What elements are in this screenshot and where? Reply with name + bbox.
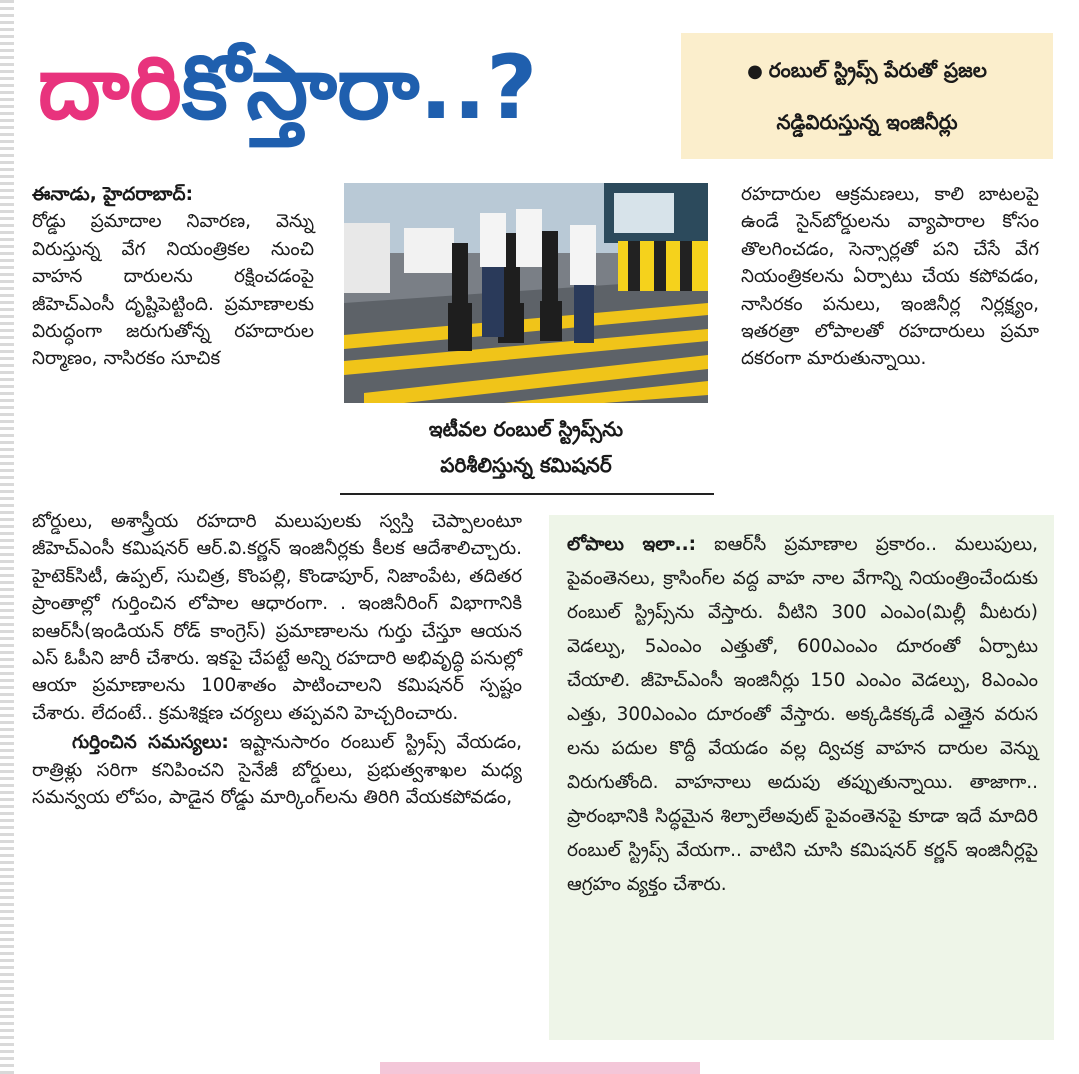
right-column-text: రహదారుల ఆక్రమణలు, కాలి బాటలపై ఉండే సైన్‌బోర్డులను వ్యాపారాల కోసం తొలగించడం, సెన్సార్లతో పని చేసే వేగ నియంత్రికలను ఏర్పాటు చేయ కపోవడం, నాసిరకం పనులు, ఇంజినీర్ల నిర్లక్ష్యం, ఇతరత్రా లోపాలతో రహదారులు ప్రమా దకరంగా మారుతున్నాయి. — [741, 184, 1039, 370]
wide-column-text: బోర్డులు, అశాస్త్రీయ రహదారి మలుపులకు స్వస్తి చెప్పాలంటూ జీహెచ్ఎంసీ కమిషనర్ ఆర్.వి.కర్ణన్ ఇంజినీర్లకు కీలక ఆదేశాలిచ్చారు. హైటెక్‌సిటీ, ఉప్పల్, సుచిత్ర, కొంపల్లి, కొండాపూర్, నిజాంపేట, తదితర ప్రాంతాల్లో గుర్తించిన లోపాల ఆధారంగా. . ఇంజినీరింగ్ విభాగానికి ఐఆర్‌సీ(ఇండియన్ రోడ్ కాంగ్రెస్) ప్రమాణాలను గుర్తు చేస్తూ ఆయన ఎస్ ఓపీని జారీ చేశారు. ఇకపై చేపట్టే అన్ని రహదారి అభివృద్ధి పనుల్లో ఆయా ప్రమాణాలను 100శాతం పాటించాలని కమిషనర్ స్పష్టం చేశారు. లేదంటే.. క్రమశిక్షణ చర్యలు తప్పవని హెచ్చరించారు. — [32, 511, 522, 724]
issues-text: ఇష్టానుసారం రంబుల్ స్ట్రిప్స్ వేయడం, రాత్రిళ్లు సరిగా కనిపించని సైనేజీ బోర్డులు, ప్రభుత్వశాఖల మధ్య సమన్వయ లోపం, పాడైన రోడ్డు మార్కింగ్‌లను తిరిగి వేయకపోవడం, — [32, 732, 522, 809]
article-left-column — [32, 181, 314, 373]
headline — [38, 18, 678, 158]
left-column-text: రోడ్డు ప్రమాదాల నివారణ, వెన్ను విరుస్తున్న వేగ నియంత్రికల నుంచి వాహన దారులను రక్షించడంపై జీహెచ్ఎంసీ దృష్టిపెట్టింది. ప్రమాణాలకు విరుద్ధంగా జరుగుతోన్న రహదారుల నిర్మాణం, నాసిరకం సూచిక — [32, 211, 314, 370]
deck-text-1: రంబుల్ స్ట్రిప్స్ పేరుతో ప్రజల — [768, 58, 987, 82]
box-lead: లోపాలు ఇలా..: — [567, 534, 697, 555]
news-photo — [344, 183, 708, 403]
page-edge-decoration — [0, 0, 14, 1074]
caption-underline — [340, 493, 714, 495]
road-photo-illustration — [344, 183, 708, 403]
bullet-icon: ● — [747, 61, 763, 82]
photo-caption — [344, 411, 708, 489]
deck-line-1 — [695, 45, 1039, 97]
box-text: ఐఆర్‌సీ ప్రమాణాల ప్రకారం.. మలుపులు, పైవంతెనలు, క్రాసింగ్‌ల వద్ద వాహ నాల వేగాన్ని నియంత్రించేందుకు రంబుల్ స్ట్రిప్స్‌ను వేస్తారు. వీటిని 300 ఎంఎం(మిల్లీ మీటరు) వెడల్పు, 5ఎంఎం ఎత్తుతో, 600ఎంఎం దూరంతో ఏర్పాటు చేయాలి. జీహెచ్ఎంసీ ఇంజినీర్లు 150 ఎంఎం వెడల్పు, 8ఎంఎం ఎత్తు, 300ఎంఎం దూరంతో వేస్తారు. అక్కడికక్కడే ఎత్తైన వరుస లను పదుల కొద్దీ వేయడం వల్ల ద్విచక్ర వాహన దారుల వెన్ను విరుగుతోంది. వాహనాలు అదుపు తప్పుతున్నాయి. తాజాగా.. ప్రారంభానికి సిద్ధమైన శిల్పాలేఅవుట్ పైవంతెనపై కూడా ఇదే మాదిరి రంబుల్ స్ట్రిప్స్ వేయగా.. వాటిని చూసి కమిషనర్ కర్ణన్ ఇంజినీర్లపై ఆగ్రహం వ్యక్తం చేశారు. — [567, 534, 1038, 895]
dateline: ఈనాడు, హైదరాబాద్: — [32, 184, 193, 205]
article-wide-column — [32, 508, 522, 811]
article-right-column — [741, 181, 1039, 373]
deck-box — [681, 33, 1053, 159]
issues-lead: గుర్తించిన సమస్యలు: — [72, 732, 229, 754]
photo-caption-line-2: పరిశీలిస్తున్న కమిషనర్ — [440, 453, 612, 477]
issues-paragraph — [32, 729, 522, 811]
bottom-color-strip — [380, 1062, 700, 1074]
deck-line-2: నడ్డివిరుస్తున్న ఇంజినీర్లు — [776, 110, 958, 134]
headline-part-blue: కోస్తారా..? — [181, 36, 538, 139]
headline-part-pink: దారి — [38, 36, 182, 139]
highlight-box — [549, 515, 1054, 1040]
photo-caption-line-1: ఇటీవల రంబుల్ స్ట్రిప్స్‌ను — [428, 417, 624, 441]
